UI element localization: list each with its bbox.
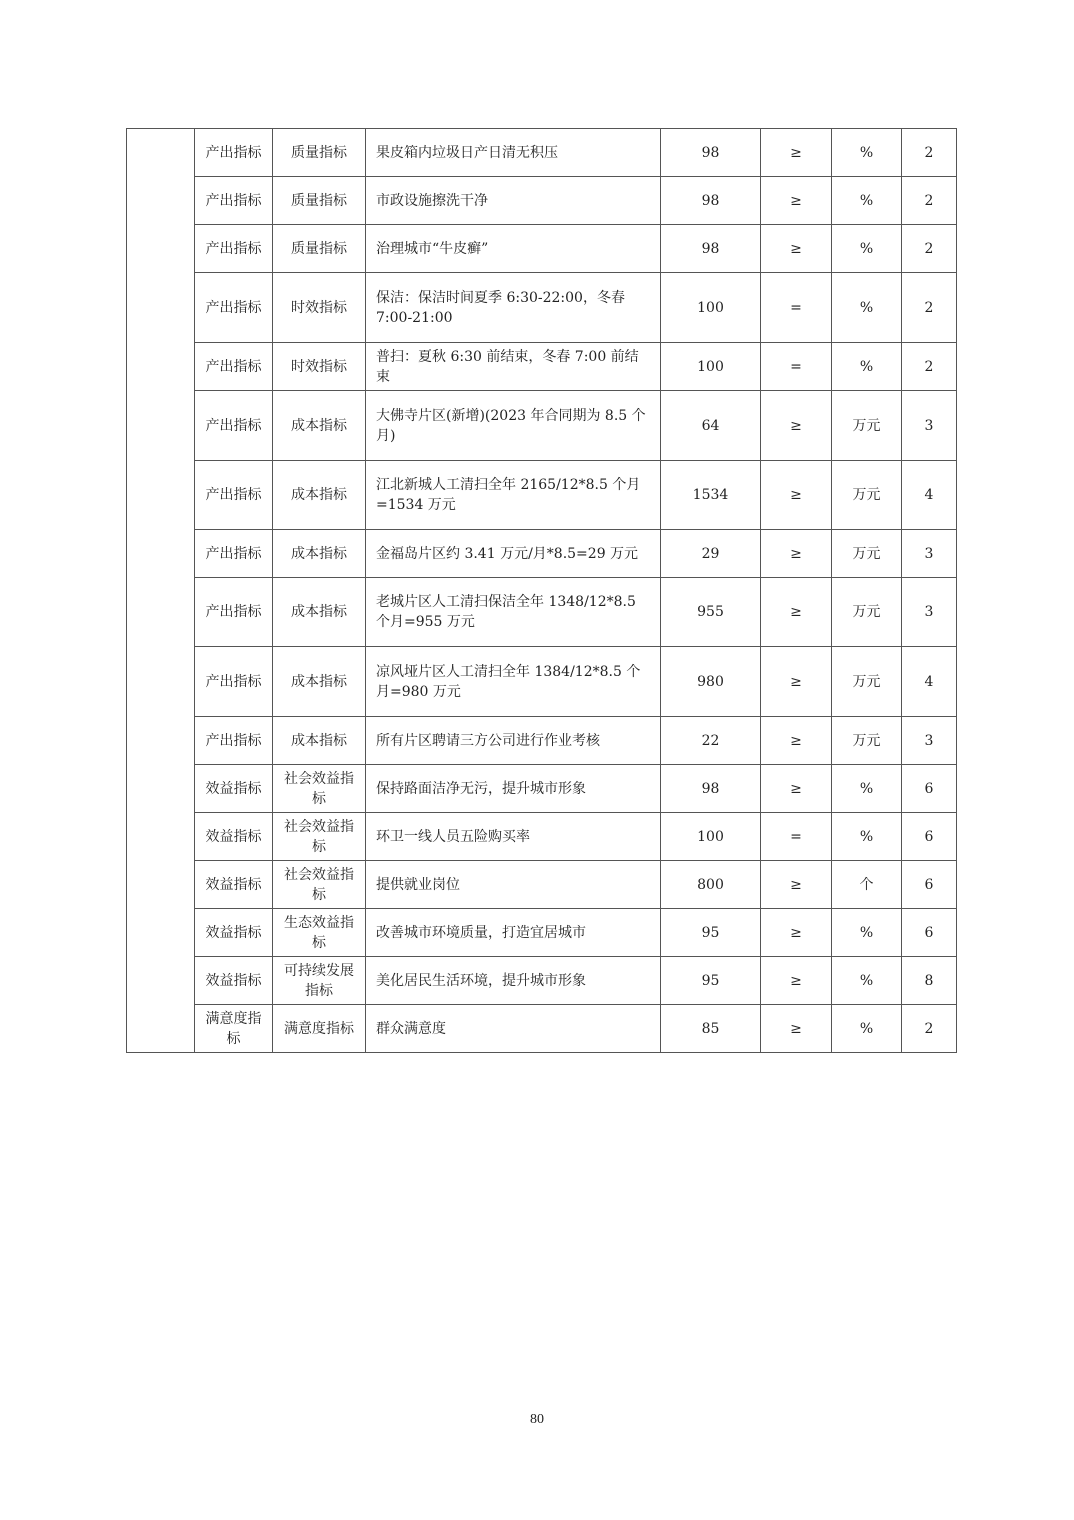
indicator-target-value: 800 [661,861,761,909]
indicator-level2: 成本指标 [273,647,366,717]
indicator-level1: 产出指标 [195,273,273,343]
indicator-level1: 效益指标 [195,765,273,813]
indicator-operator: ≥ [761,1005,832,1053]
table-row [127,177,957,225]
indicator-operator: ≥ [761,461,832,530]
indicator-operator: ≥ [761,578,832,647]
indicator-operator: = [761,343,832,391]
indicator-unit: 万元 [832,647,902,717]
indicator-target-value: 64 [661,391,761,461]
table-row [127,1005,957,1053]
table-row [127,861,957,909]
table-row [127,578,957,647]
indicator-description: 大佛寺片区(新增)(2023 年合同期为 8.5 个月) [366,391,661,461]
table-row [127,461,957,530]
indicator-description: 美化居民生活环境，提升城市形象 [366,957,661,1005]
indicator-score: 8 [902,957,957,1005]
indicator-operator: ≥ [761,225,832,273]
indicator-description: 江北新城人工清扫全年 2165/12*8.5 个月=1534 万元 [366,461,661,530]
indicator-level1: 产出指标 [195,461,273,530]
indicator-target-value: 98 [661,225,761,273]
indicator-operator: ≥ [761,717,832,765]
indicator-level2: 满意度指标 [273,1005,366,1053]
indicator-level2: 成本指标 [273,391,366,461]
indicator-operator: ≥ [761,530,832,578]
indicator-unit: 万元 [832,578,902,647]
indicator-level1: 产出指标 [195,129,273,177]
indicator-description: 环卫一线人员五险购买率 [366,813,661,861]
indicator-target-value: 100 [661,273,761,343]
indicator-description: 保持路面洁净无污，提升城市形象 [366,765,661,813]
indicator-description: 改善城市环境质量，打造宜居城市 [366,909,661,957]
indicator-unit: 万元 [832,391,902,461]
table-row [127,647,957,717]
indicator-score: 2 [902,273,957,343]
indicator-unit: % [832,129,902,177]
indicator-target-value: 95 [661,957,761,1005]
indicator-level1: 效益指标 [195,813,273,861]
indicator-description: 群众满意度 [366,1005,661,1053]
indicator-level2: 社会效益指标 [273,813,366,861]
indicator-unit: % [832,813,902,861]
table-row [127,717,957,765]
indicator-score: 2 [902,225,957,273]
indicator-operator: ≥ [761,391,832,461]
table-row [127,957,957,1005]
indicator-level1: 产出指标 [195,647,273,717]
table-row [127,343,957,391]
indicator-description: 治理城市“牛皮癣” [366,225,661,273]
indicator-description: 金福岛片区约 3.41 万元/月*8.5=29 万元 [366,530,661,578]
indicator-level1: 产出指标 [195,530,273,578]
indicator-score: 3 [902,578,957,647]
indicator-target-value: 95 [661,909,761,957]
indicator-operator: ≥ [761,765,832,813]
indicator-score: 2 [902,129,957,177]
indicator-level1: 效益指标 [195,909,273,957]
indicator-target-value: 85 [661,1005,761,1053]
indicator-score: 2 [902,1005,957,1053]
indicator-operator: = [761,813,832,861]
indicator-unit: % [832,957,902,1005]
indicator-operator: ≥ [761,129,832,177]
indicator-operator: = [761,273,832,343]
indicator-description: 保洁：保洁时间夏季 6:30-22:00，冬春 7:00-21:00 [366,273,661,343]
indicator-score: 3 [902,391,957,461]
indicator-level1: 效益指标 [195,861,273,909]
indicator-description: 所有片区聘请三方公司进行作业考核 [366,717,661,765]
indicator-target-value: 22 [661,717,761,765]
indicator-level1: 满意度指标 [195,1005,273,1053]
indicator-score: 2 [902,177,957,225]
indicator-operator: ≥ [761,647,832,717]
indicator-level1: 产出指标 [195,225,273,273]
indicator-level2: 成本指标 [273,717,366,765]
indicator-unit: 个 [832,861,902,909]
indicator-target-value: 980 [661,647,761,717]
table-row [127,273,957,343]
indicator-operator: ≥ [761,177,832,225]
indicator-level2: 质量指标 [273,225,366,273]
indicator-level2: 质量指标 [273,177,366,225]
indicator-score: 6 [902,813,957,861]
indicator-score: 2 [902,343,957,391]
indicator-level2: 生态效益指标 [273,909,366,957]
indicator-category-cell [127,129,195,1053]
indicator-level1: 产出指标 [195,177,273,225]
indicator-score: 3 [902,717,957,765]
table-row [127,813,957,861]
indicator-target-value: 955 [661,578,761,647]
indicator-level2: 成本指标 [273,530,366,578]
indicator-unit: 万元 [832,461,902,530]
indicator-unit: % [832,225,902,273]
indicator-level1: 产出指标 [195,343,273,391]
table-row [127,391,957,461]
page-number: 80 [530,1412,544,1427]
indicator-unit: 万元 [832,530,902,578]
indicator-level2: 社会效益指标 [273,765,366,813]
indicator-level1: 效益指标 [195,957,273,1005]
table-row [127,129,957,177]
indicator-level1: 产出指标 [195,578,273,647]
indicator-level2: 质量指标 [273,129,366,177]
indicator-unit: 万元 [832,717,902,765]
indicator-target-value: 29 [661,530,761,578]
indicator-unit: % [832,273,902,343]
indicator-level2: 社会效益指标 [273,861,366,909]
indicator-description: 普扫：夏秋 6:30 前结束，冬春 7:00 前结束 [366,343,661,391]
indicator-unit: % [832,765,902,813]
indicator-level2: 成本指标 [273,461,366,530]
indicator-unit: % [832,343,902,391]
indicator-target-value: 1534 [661,461,761,530]
indicator-score: 6 [902,861,957,909]
indicator-description: 提供就业岗位 [366,861,661,909]
performance-indicator-table [126,128,957,1053]
indicator-target-value: 100 [661,813,761,861]
indicator-level2: 可持续发展指标 [273,957,366,1005]
indicator-score: 3 [902,530,957,578]
indicator-level1: 产出指标 [195,391,273,461]
indicator-description: 老城片区人工清扫保洁全年 1348/12*8.5 个月=955 万元 [366,578,661,647]
indicator-target-value: 98 [661,129,761,177]
indicator-operator: ≥ [761,957,832,1005]
indicator-level2: 时效指标 [273,343,366,391]
indicator-level2: 时效指标 [273,273,366,343]
indicator-unit: % [832,909,902,957]
indicator-description: 市政设施擦洗干净 [366,177,661,225]
indicator-operator: ≥ [761,909,832,957]
indicator-description: 果皮箱内垃圾日产日清无积压 [366,129,661,177]
indicator-score: 4 [902,647,957,717]
indicator-unit: % [832,1005,902,1053]
indicator-description: 凉风垭片区人工清扫全年 1384/12*8.5 个月=980 万元 [366,647,661,717]
indicator-unit: % [832,177,902,225]
table-row [127,765,957,813]
indicator-target-value: 100 [661,343,761,391]
table-row [127,909,957,957]
indicator-score: 6 [902,765,957,813]
table-row [127,225,957,273]
indicator-score: 6 [902,909,957,957]
indicator-target-value: 98 [661,765,761,813]
indicator-target-value: 98 [661,177,761,225]
table-row [127,530,957,578]
indicator-level1: 产出指标 [195,717,273,765]
indicator-operator: ≥ [761,861,832,909]
indicator-level2: 成本指标 [273,578,366,647]
indicator-score: 4 [902,461,957,530]
